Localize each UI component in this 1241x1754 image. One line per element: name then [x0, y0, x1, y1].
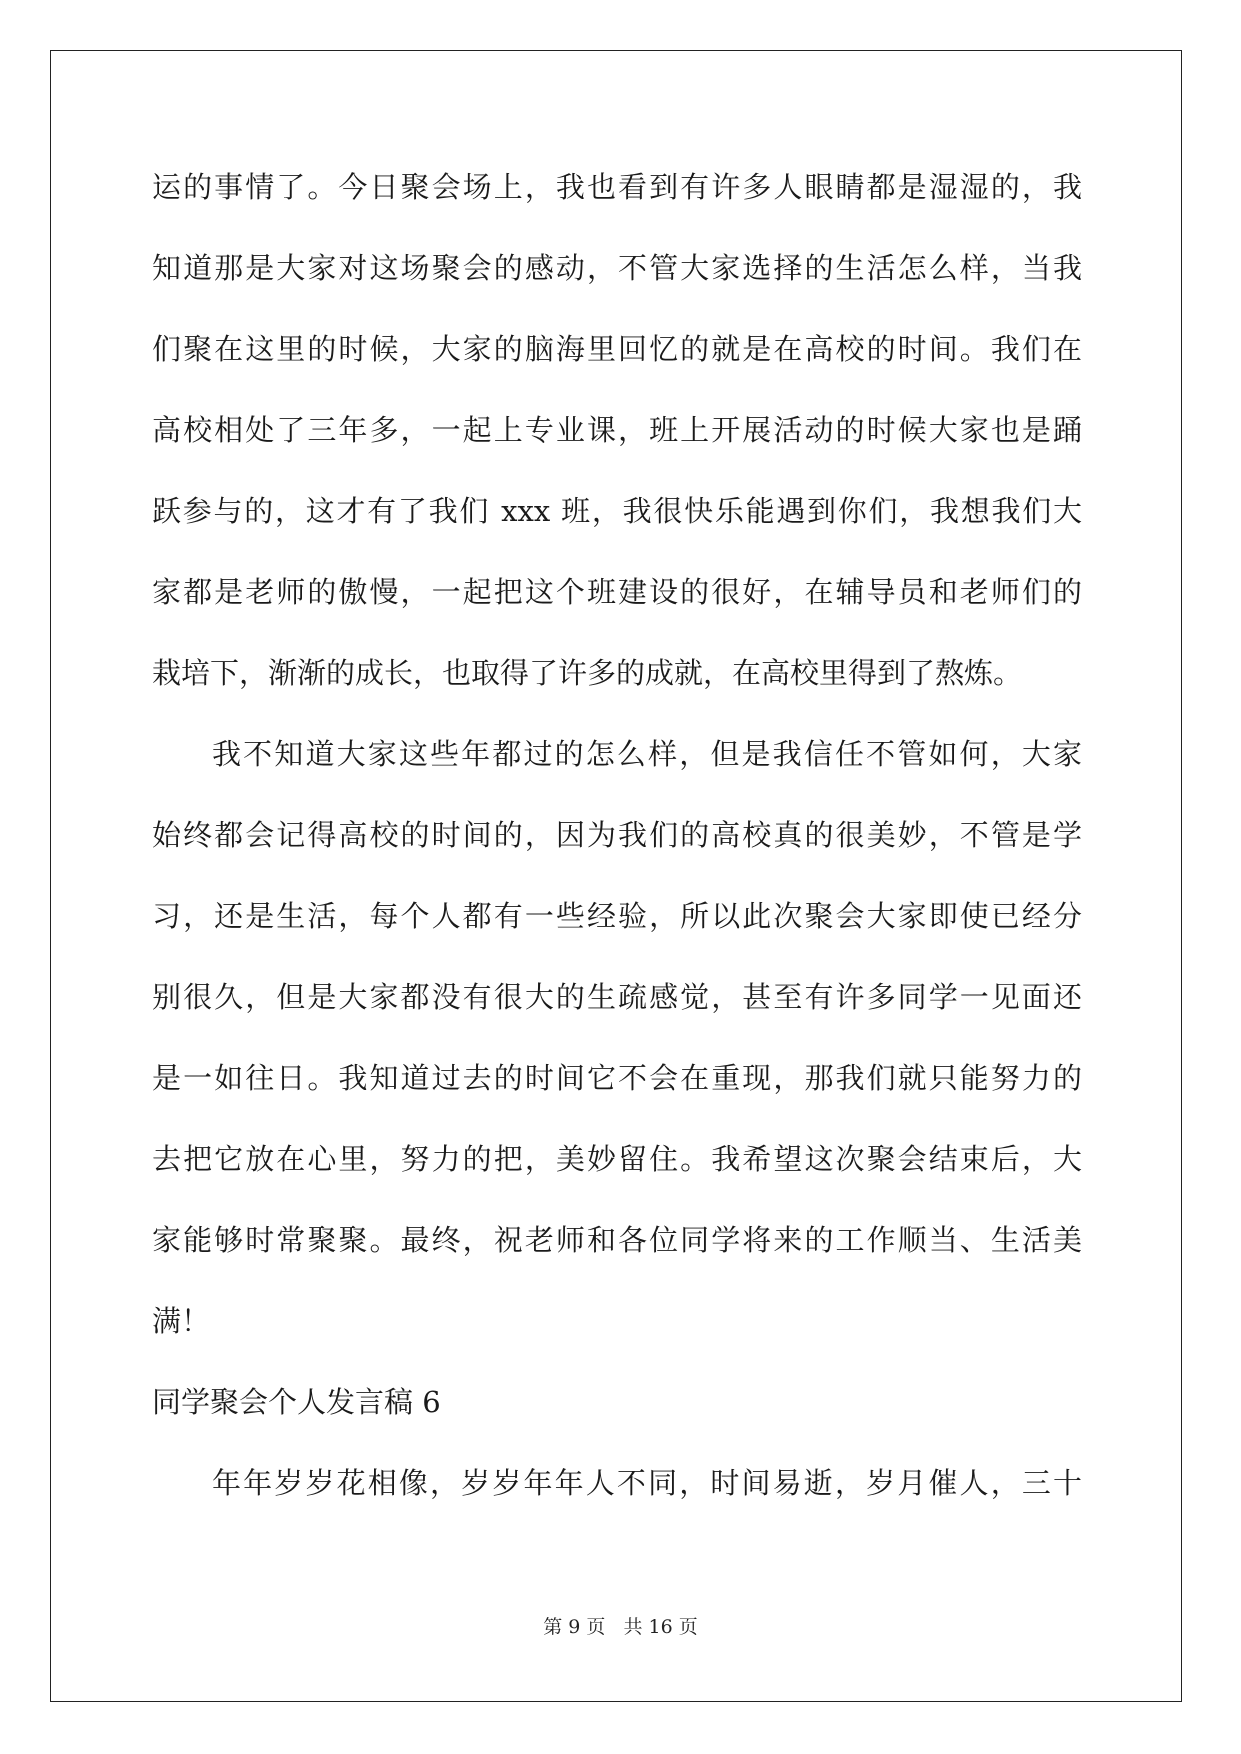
paragraph-line: 去把它放在心里，努力的把，美妙留住。我希望这次聚会结束后，大: [152, 1142, 1082, 1176]
paragraph-line: 满！: [152, 1304, 211, 1338]
paragraph-line: 高校相处了三年多，一起上专业课，班上开展活动的时候大家也是踊: [152, 413, 1082, 447]
section-heading: 同学聚会个人发言稿 6: [152, 1385, 441, 1419]
paragraph-line: 习，还是生活，每个人都有一些经验，所以此次聚会大家即使已经分: [152, 899, 1082, 933]
page-number: 第 9 页: [543, 1616, 606, 1638]
paragraph-line: 知道那是大家对这场聚会的感动，不管大家选择的生活怎么样，当我: [152, 251, 1082, 285]
paragraph-line: 我不知道大家这些年都过的怎么样，但是我信任不管如何，大家: [212, 737, 1082, 771]
paragraph-line: 别很久，但是大家都没有很大的生疏感觉，甚至有许多同学一见面还: [152, 980, 1082, 1014]
paragraph-line: 家能够时常聚聚。最终，祝老师和各位同学将来的工作顺当、生活美: [152, 1223, 1082, 1257]
paragraph-line: 们聚在这里的时候，大家的脑海里回忆的就是在高校的时间。我们在: [152, 332, 1082, 366]
paragraph-line: 栽培下，渐渐的成长，也取得了许多的成就，在高校里得到了熬炼。: [152, 656, 1023, 690]
page-total: 共 16 页: [623, 1616, 698, 1638]
paragraph-line: 跃参与的，这才有了我们 xxx 班，我很快乐能遇到你们，我想我们大: [152, 494, 1082, 528]
document-body: [152, 162, 1082, 1539]
paragraph-line: 运的事情了。今日聚会场上，我也看到有许多人眼睛都是湿湿的，我: [152, 170, 1082, 204]
paragraph-line: 是一如往日。我知道过去的时间它不会在重现，那我们就只能努力的: [152, 1061, 1082, 1095]
paragraph-line: 年年岁岁花相像，岁岁年年人不同，时间易逝，岁月催人，三十: [212, 1466, 1082, 1500]
paragraph-line: 家都是老师的傲慢，一起把这个班建设的很好，在辅导员和老师们的: [152, 575, 1082, 609]
page-footer: [0, 1612, 1241, 1639]
paragraph-line: 始终都会记得高校的时间的，因为我们的高校真的很美妙，不管是学: [152, 818, 1082, 852]
